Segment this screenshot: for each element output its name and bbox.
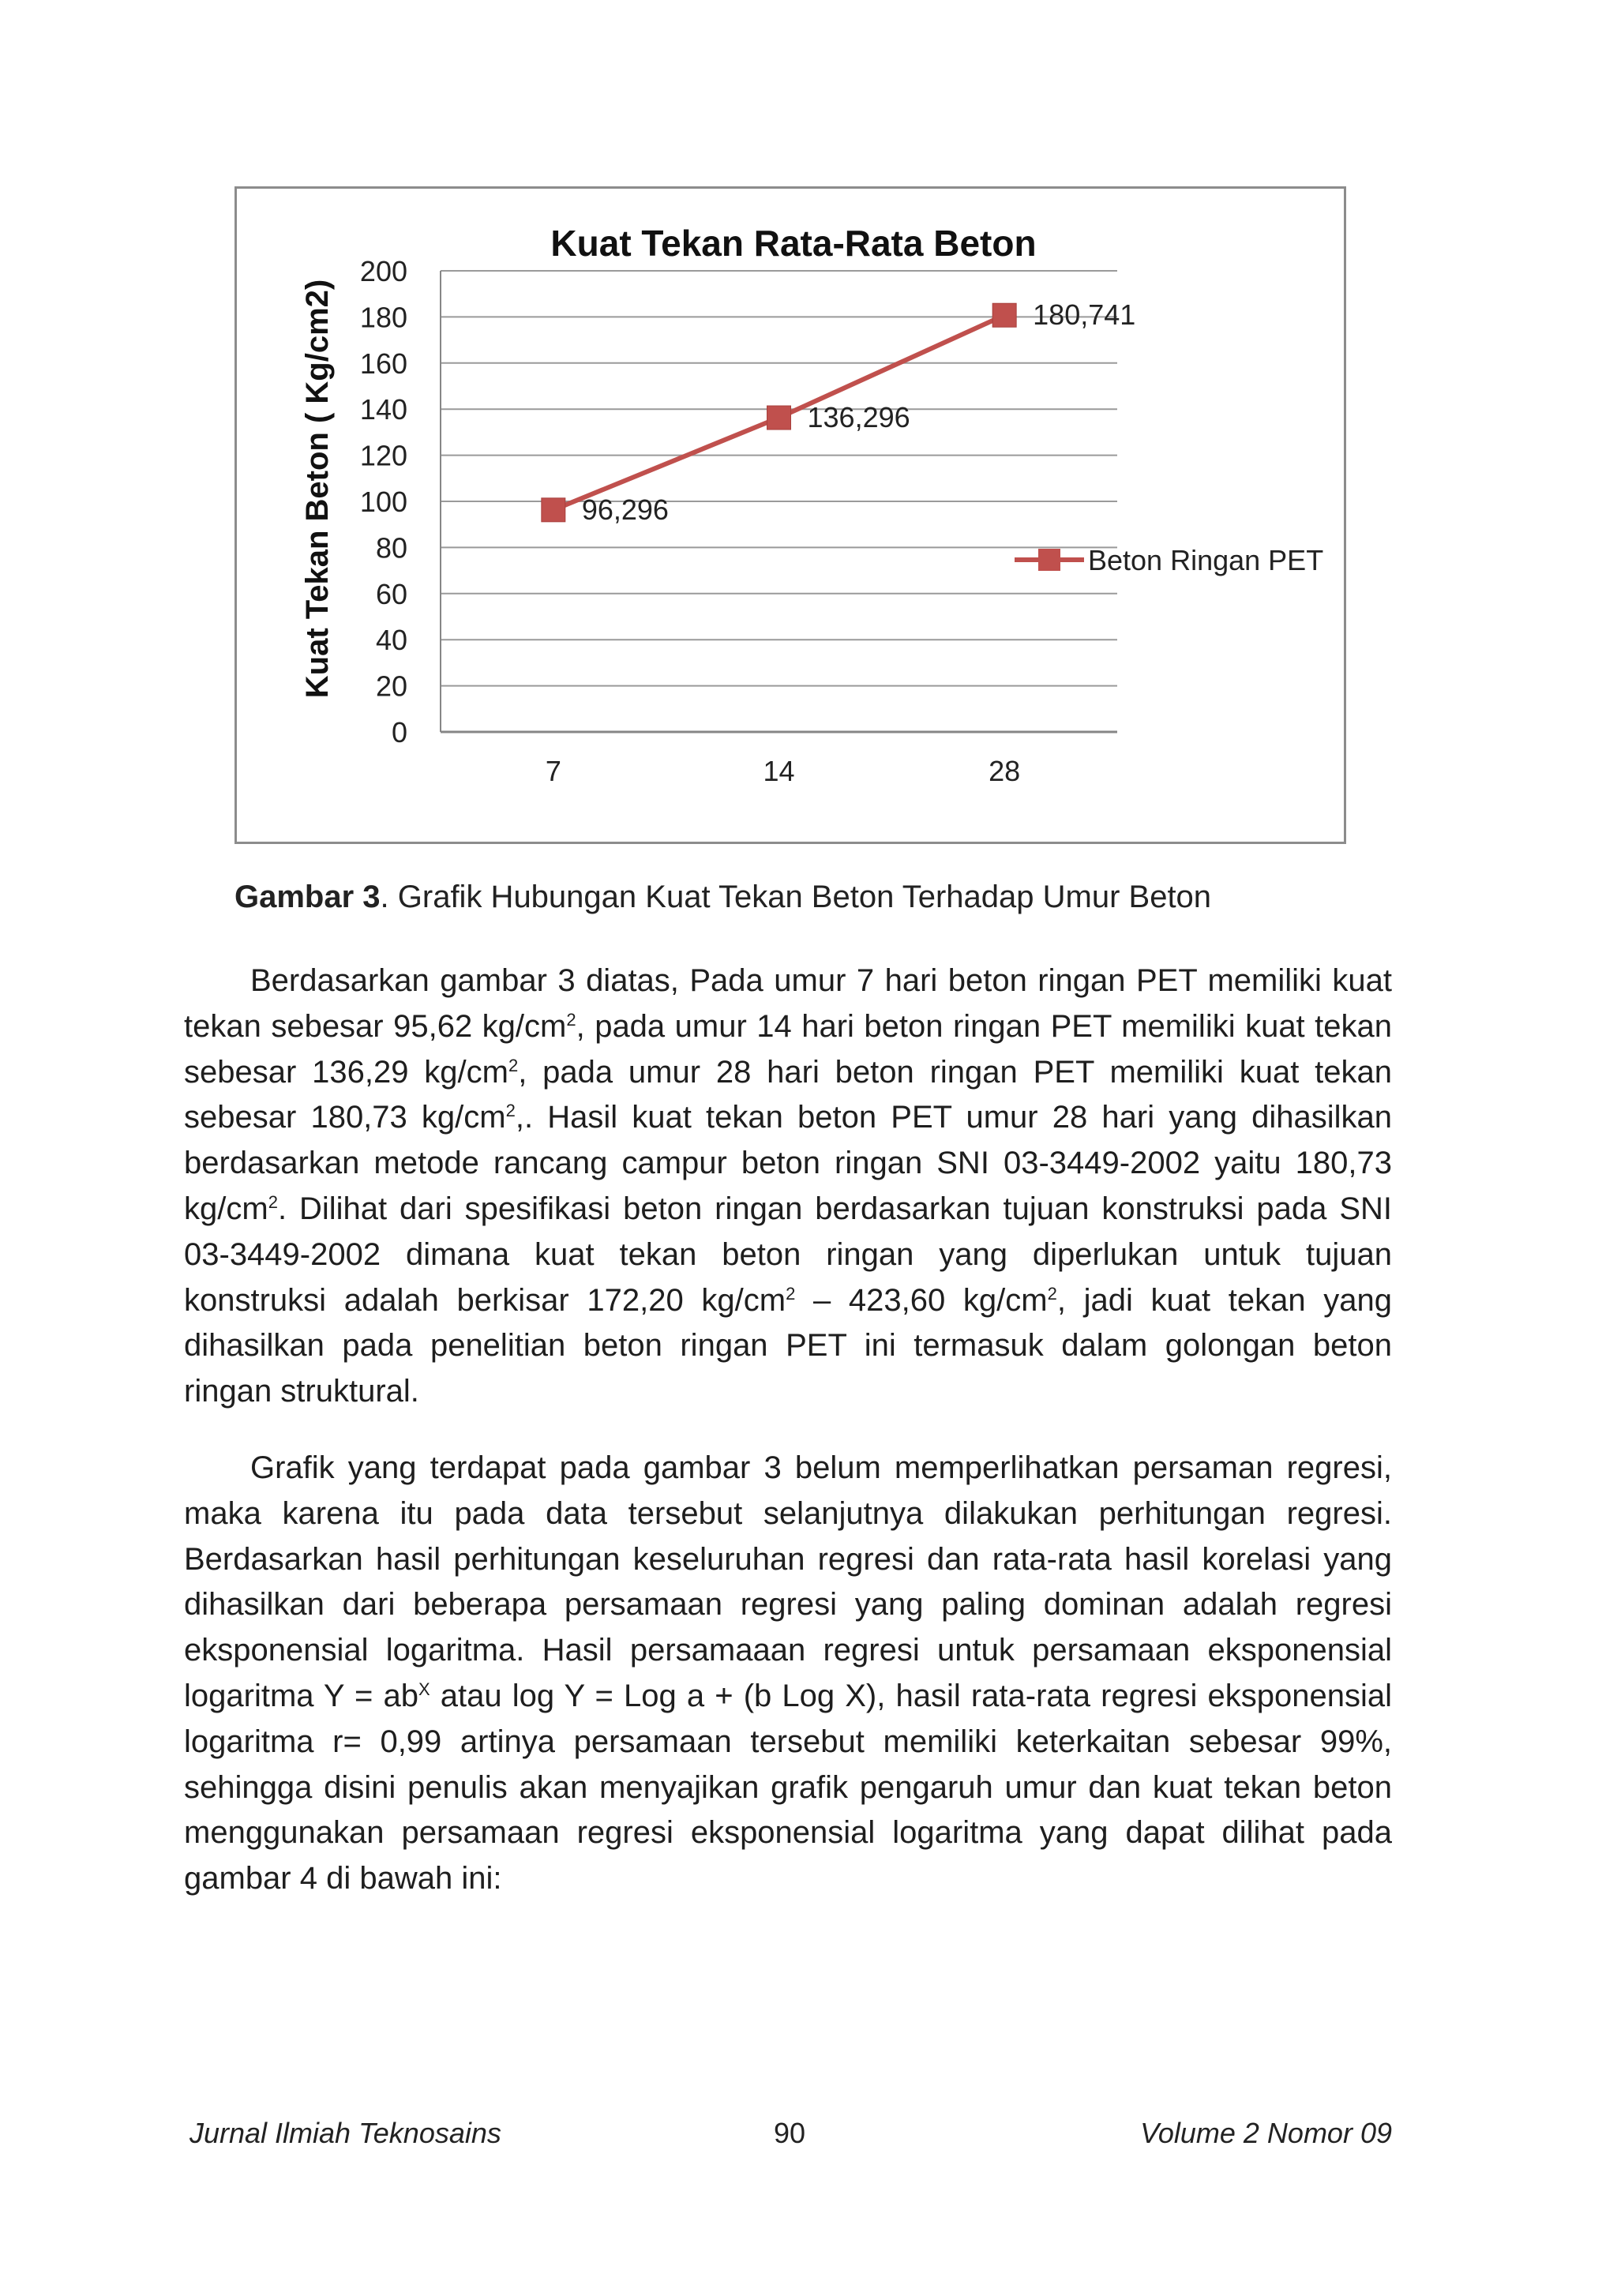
x-tick-labels xyxy=(546,755,1020,787)
superscript: 2 xyxy=(566,1009,576,1030)
para2-text-2: atau log Y = Log a + (b Log X), hasil rata-rata regresi eksponensial logaritma r= 0,99 artinya persamaan tersebut memiliki keterkaitan sebesar 99%, sehingga disini penulis akan menyajikan grafik pengaruh umur dan kuat tekan beton menggunakan persamaan regresi eksponensial logaritma yang dapat dilihat pada gambar 4 di bawah ini: xyxy=(184,1678,1392,1896)
y-tick-label: 160 xyxy=(359,347,407,380)
figure-caption xyxy=(234,878,1379,916)
y-tick-label: 40 xyxy=(375,624,407,657)
paragraph-results xyxy=(184,959,1392,1415)
legend-label: Beton Ringan PET xyxy=(1088,544,1324,576)
paragraph-regression xyxy=(184,1446,1392,1902)
y-tick-label: 0 xyxy=(391,716,407,748)
chart-title: Kuat Tekan Rata-Rata Beton xyxy=(550,223,1037,264)
y-tick-labels xyxy=(360,255,407,748)
superscript: 2 xyxy=(268,1191,278,1212)
caption-label: Gambar 3 xyxy=(234,880,381,914)
data-label: 96,296 xyxy=(581,493,669,526)
superscript: 2 xyxy=(505,1101,516,1121)
y-tick-label: 20 xyxy=(375,670,407,703)
y-tick-label: 80 xyxy=(375,531,407,565)
para1-text-3: , pada umur 28 hari beton ringan PET memiliki kuat tekan sebesar 180,73 kg/cm xyxy=(184,1054,1392,1135)
caption-text: . Grafik Hubungan Kuat Tekan Beton Terhadap Umur Beton xyxy=(380,880,1212,914)
superscript: 2 xyxy=(508,1055,519,1075)
superscript: 2 xyxy=(786,1283,796,1304)
para1-text-7: , jadi kuat tekan yang dihasilkan pada penelitian beton ringan PET ini termasuk dalam golongan beton ringan struktural. xyxy=(184,1282,1392,1409)
legend-marker xyxy=(1038,549,1060,571)
superscript: X xyxy=(418,1679,430,1699)
y-tick-label: 100 xyxy=(359,486,407,518)
series-beton-ringan-pet xyxy=(542,303,1016,522)
x-tick-label: 28 xyxy=(989,755,1021,787)
y-tick-label: 120 xyxy=(359,439,407,472)
chart-figure xyxy=(234,186,1346,844)
para1-text-4: ,. Hasil kuat tekan beton PET umur 28 hari yang dihasilkan berdasarkan metode rancang campur beton ringan SNI 03-3449-2002 yaitu 180,73 kg/cm xyxy=(184,1100,1393,1226)
y-tick-label: 60 xyxy=(375,577,407,610)
data-point-marker xyxy=(767,406,791,430)
data-label: 136,296 xyxy=(807,401,910,434)
y-tick-label: 140 xyxy=(359,393,407,426)
x-tick-label: 14 xyxy=(763,755,795,787)
x-tick-label: 7 xyxy=(545,755,561,787)
footer-journal-name: Jurnal Ilmiah Teknosains xyxy=(189,2117,501,2149)
y-axis-label: Kuat Tekan Beton ( Kg/cm2) xyxy=(300,279,335,699)
para1-text-1: Berdasarkan gambar 3 diatas, Pada umur 7 hari beton ringan PET memiliki kuat tekan sebesar 95,62 kg/cm xyxy=(184,963,1392,1044)
superscript: 2 xyxy=(1047,1283,1057,1304)
y-tick-label: 180 xyxy=(359,301,407,334)
line-chart xyxy=(237,189,1344,842)
data-label: 180,741 xyxy=(1033,298,1136,332)
para1-text-2: , pada umur 14 hari beton ringan PET memiliki kuat tekan sebesar 136,29 kg/cm xyxy=(184,1008,1392,1090)
y-tick-label: 200 xyxy=(359,255,407,287)
data-point-marker xyxy=(542,498,565,522)
para2-text-1: Grafik yang terdapat pada gambar 3 belum memperlihatkan persaman regresi, maka karena itu pada data tersebut selanjutnya dilakukan perhitungan regresi. Berdasarkan hasil perhitungan keseluruhan regresi dan rata-rata hasil korelasi yang dihasilkan dari beberapa persamaan regresi yang paling dominan adalah regresi eksponensial logaritma. Hasil persamaaan regresi untuk persamaan eksponensial logaritma Y = ab xyxy=(184,1450,1392,1713)
footer-volume: Volume 2 Nomor 09 xyxy=(1140,2117,1392,2149)
para1-text-5: . Dilihat dari spesifikasi beton ringan berdasarkan tujuan konstruksi pada SNI 03-3449-2002 dimana kuat tekan beton ringan yang diperlukan untuk tujuan konstruksi adalah berkisar 172,20 kg/cm xyxy=(184,1191,1392,1318)
para1-text-6: – 423,60 kg/cm xyxy=(795,1282,1048,1318)
data-labels xyxy=(582,298,1135,526)
data-point-marker xyxy=(992,303,1016,327)
footer-page-number: 90 xyxy=(773,2117,806,2149)
chart-legend xyxy=(1015,544,1323,576)
